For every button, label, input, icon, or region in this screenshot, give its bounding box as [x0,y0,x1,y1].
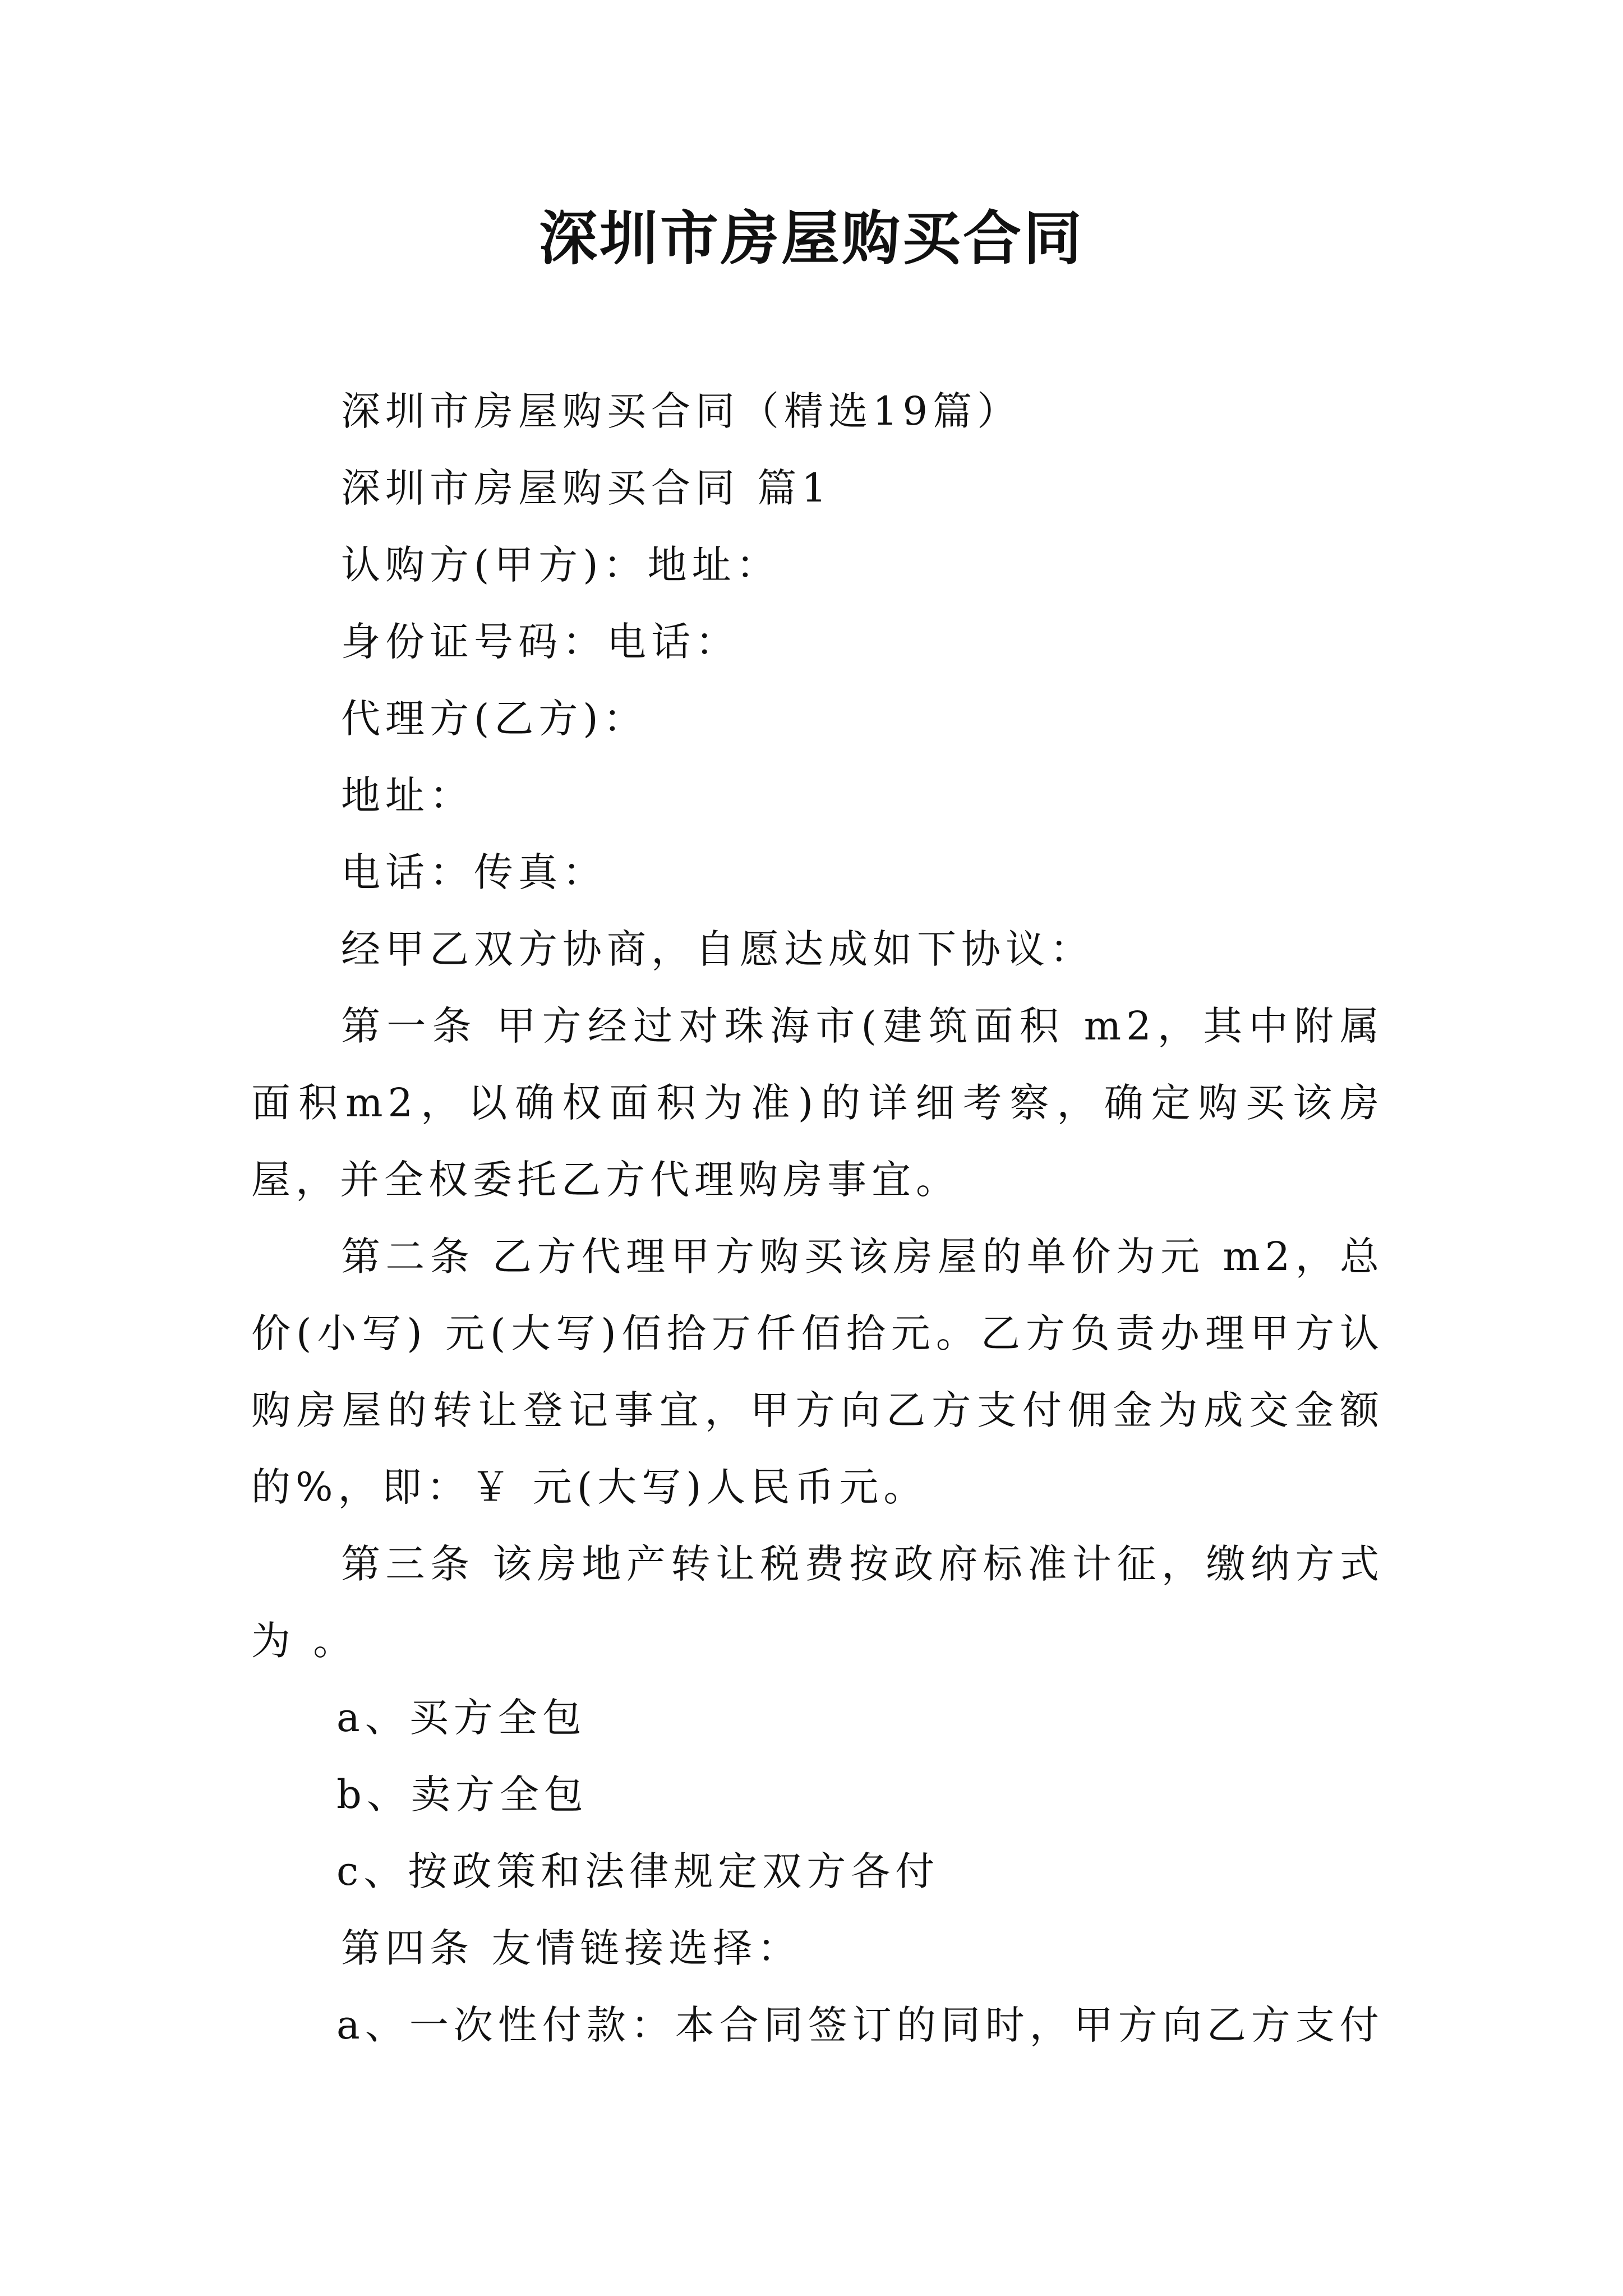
list-item-option-b: b、卖方全包 [336,1772,588,1818]
paragraph-article-3: 第三条 该房地产转让税费按政府标准计征，缴纳方式为 。 [251,1541,1384,1664]
list-item-option-a: a、买方全包 [336,1695,587,1741]
paragraph-article-4: 第四条 友情链接选择： [341,1925,802,1971]
paragraph-phone-fax: 电话：传真： [341,849,607,895]
paragraph-buyer: 认购方(甲方)：地址： [341,542,781,588]
paragraph-id-phone: 身份证号码：电话： [341,619,740,665]
document-title: 深圳市房屋购买合同 [538,204,1084,273]
document-body [251,373,1384,2064]
paragraph-section-heading: 深圳市房屋购买合同 篇1 [341,465,832,511]
paragraph-address: 地址： [341,772,474,818]
paragraph-article-2: 第二条 乙方代理甲方购买该房屋的单价为元 m2，总价(小写) 元(大写)佰拾万仟佰拾元。乙方负责办理甲方认购房屋的转让登记事宜，甲方向乙方支付佣金为成交金额的%，即：￥ 元(大写)人民币元。 [251,1234,1384,1510]
paragraph-article-1: 第一条 甲方经过对珠海市(建筑面积 m2，其中附属面积m2，以确权面积为准)的详细考察，确定购买该房屋，并全权委托乙方代理购房事宜。 [251,1003,1384,1203]
paragraph-agreement-intro: 经甲乙双方协商，自愿达成如下协议： [341,926,1094,972]
list-item-payment-a: a、一次性付款：本合同签订的同时，甲方向乙方支付 [336,2002,1384,2048]
paragraph-subtitle: 深圳市房屋购买合同（精选19篇） [341,388,1022,434]
paragraph-agent: 代理方(乙方)： [341,696,648,742]
list-item-option-c: c、按政策和法律规定双方各付 [336,1848,940,1894]
